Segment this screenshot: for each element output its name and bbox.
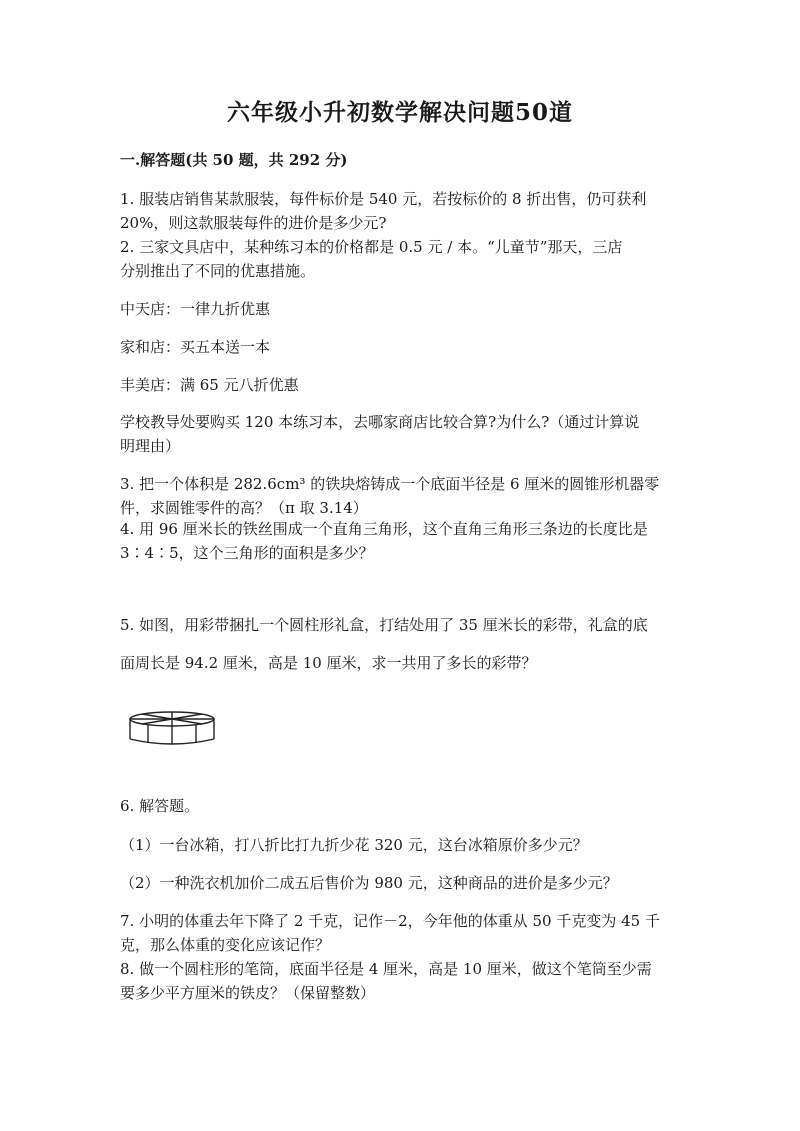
question-2-line-2: 分别推出了不同的优惠措施。: [120, 262, 316, 280]
question-8-line-1: 8. 做一个圆柱形的笔筒，底面半径是 4 厘米，高是 10 厘米，做这个笔筒至少需: [120, 960, 652, 978]
question-2-line-1: 2. 三家文具店中，某种练习本的价格都是 0.5 元 / 本。“儿童节”那天，三店: [120, 238, 623, 256]
question-6-sub-2: （2）一种洗衣机加价二成五后售价为 980 元，这种商品的进价是多少元？: [120, 874, 618, 892]
question-1-line-1: 1. 服装店销售某款服装，每件标价是 540 元，若按标价的 8 折出售，仍可获利: [120, 190, 647, 208]
question-8-line-2: 要多少平方厘米的铁皮？（保留整数）: [120, 984, 376, 1002]
question-4-line-2: 3∶4∶5，这个三角形的面积是多少？: [120, 544, 374, 562]
store-jiahe: 家和店：买五本送一本: [120, 338, 271, 356]
section-header: 一.解答题(共 50 题，共 292 分): [120, 151, 348, 169]
question-2-ask-line-1: 学校教导处要购买 120 本练习本，去哪家商店比较合算?为什么?（通过计算说: [120, 413, 640, 431]
question-3-line-1: 3. 把一个体积是 282.6cm³ 的铁块熔铸成一个底面半径是 6 厘米的圆锥形机器零: [120, 475, 660, 493]
question-5-line-2: 面周长是 94.2 厘米，高是 10 厘米，求一共用了多长的彩带？: [120, 654, 537, 672]
store-zhongtian: 中天店：一律九折优惠: [120, 300, 271, 318]
question-2-ask-line-2: 明理由）: [120, 437, 181, 455]
question-3-line-2: 件，求圆锥零件的高？（π 取 3.14）: [120, 499, 368, 517]
page-title: 六年级小升初数学解决问题50道: [226, 99, 573, 126]
store-fengmei: 丰美店：满 65 元八折优惠: [120, 376, 299, 394]
cylinder-gift-box-drawing: [128, 708, 218, 748]
question-6-sub-1: （1）一台冰箱，打八折比打九折少花 320 元，这台冰箱原价多少元？: [120, 836, 588, 854]
question-5-line-1: 5. 如图，用彩带捆扎一个圆柱形礼盒，打结处用了 35 厘米长的彩带，礼盒的底: [120, 616, 648, 634]
question-7-line-1: 7. 小明的体重去年下降了 2 千克，记作－2，今年他的体重从 50 千克变为 45 千: [120, 912, 660, 930]
cylinder-gift-box-figure: [128, 708, 218, 752]
question-4-line-1: 4. 用 96 厘米长的铁丝围成一个直角三角形，这个直角三角形三条边的长度比是: [120, 520, 648, 538]
question-1-line-2: 20%，则这款服装每件的进价是多少元?: [120, 214, 387, 232]
question-7-line-2: 克，那么体重的变化应该记作？: [120, 936, 331, 954]
question-6-header: 6. 解答题。: [120, 797, 200, 815]
